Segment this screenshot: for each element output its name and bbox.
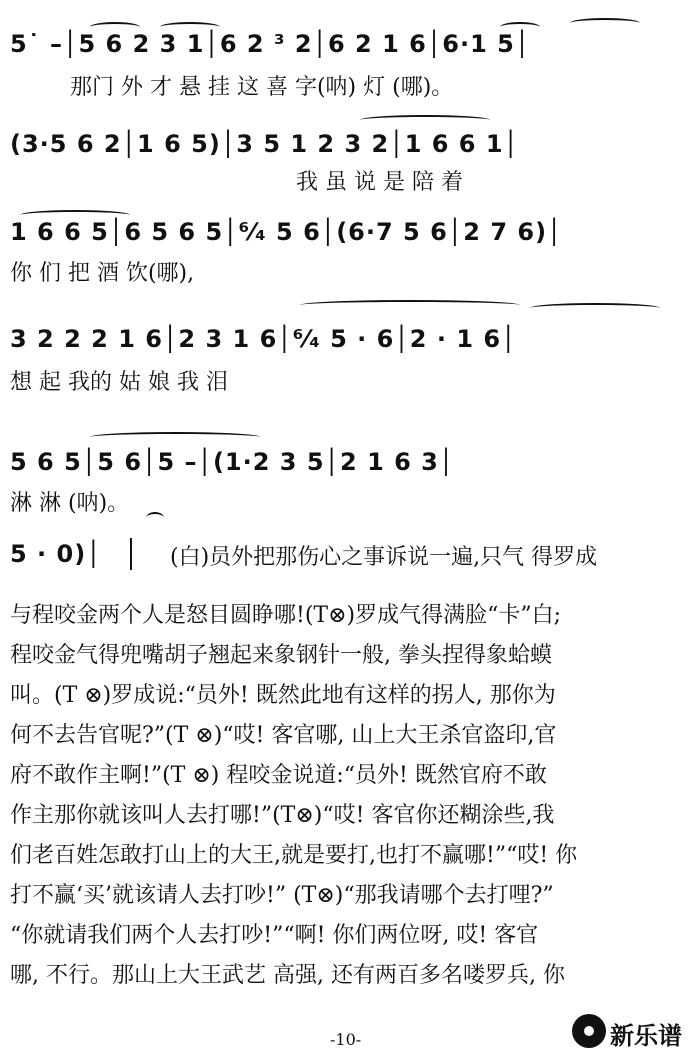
notation-row-4 [10, 325, 692, 359]
slur [160, 22, 220, 32]
slur [300, 300, 520, 310]
barline [130, 538, 132, 570]
prose-line: 哪, 不行。那山上大王武艺 高强, 还有两百多名喽罗兵, 你 [10, 963, 565, 988]
slur [500, 22, 540, 32]
prose-line: 府不敢作主啊!”(T ⊗) 程咬金说道:“员外! 既然官府不敢 [10, 763, 547, 788]
notation-row-6 [10, 540, 160, 574]
notation-text: 5 · 0)│ [10, 540, 102, 568]
slur [90, 22, 140, 32]
lyrics-row-1: 那门 外 才 悬 挂 这 喜 字(呐) 灯 (哪)。 [70, 75, 454, 100]
prose-line: 何不去告官呢?”(T ⊗)“哎! 客官哪, 山上大王杀官盗印,官 [10, 723, 557, 748]
slur [570, 18, 640, 28]
notation-row-1 [10, 30, 692, 64]
slur [90, 432, 260, 442]
record-disc-icon [572, 1014, 606, 1048]
notation-row-2 [10, 130, 692, 164]
page-number: -10- [330, 1030, 362, 1049]
slur [530, 303, 660, 313]
slur [20, 210, 130, 220]
notation-row-3 [10, 218, 692, 252]
slur [360, 115, 490, 125]
notation-text: 3 2 2 2 1 6│2 3 1 6│⁶⁄₄ 5 · 6│2 · 1 6│ [10, 325, 517, 353]
logo-text: 新乐谱 [610, 1022, 682, 1050]
notation-row-5 [10, 448, 692, 482]
prose-line: 与程咬金两个人是怒目圆睁哪!(T⊗)罗成气得满脸“卡”白; [10, 603, 562, 628]
prose-block [10, 596, 692, 996]
prose-line: 作主那你就该叫人去打哪!”(T⊗)“哎! 客官你还糊涂些,我 [10, 803, 555, 828]
lyrics-row-3: 你 们 把 酒 饮(哪), [10, 261, 195, 286]
lyrics-row-5: 淋 淋 (呐)。 [10, 491, 130, 516]
notation-text: 1 6 6 5│6 5 6 5│⁶⁄₄ 5 6│(6·7 5 6│2 7 6)│ [10, 218, 563, 246]
notation-text: 5 6 5│5 6│5 –│(1·2 3 5│2 1 6 3│ [10, 448, 455, 476]
prose-line: 们老百姓怎敢打山上的大王,就是要打,也打不赢哪!”“哎! 你 [10, 843, 578, 868]
prose-line: 叫。(T ⊗)罗成说:“员外! 既然此地有这样的拐人, 那你为 [10, 683, 556, 708]
prose-line: “你就请我们两个人去打吵!”“啊! 你们两位呀, 哎! 客官 [10, 923, 539, 948]
lyrics-row-2: 我 虽 说 是 陪 着 [296, 170, 463, 195]
prose-first-line: (白)员外把那伤心之事诉说一遍,只气 得罗成 [170, 545, 598, 570]
prose-line: 打不赢‘买’就该请人去打吵!” (T⊗)“那我请哪个去打哩?” [10, 883, 554, 908]
lyrics-row-4: 想 起 我的 姑 娘 我 泪 [10, 370, 228, 395]
site-logo [572, 1012, 696, 1052]
prose-line: 程咬金气得兜嘴胡子翘起来象钢针一般, 拳头捏得象蛤蟆 [10, 643, 552, 668]
notation-text: (3·5 6 2│1 6 5)│3 5 1 2 3 2│1 6 6 1│ [10, 130, 520, 158]
notation-text: 5˙ –│5 6 2 3 1│6 2 ³ 2│6 2 1 6│6·1 5│ [10, 30, 531, 58]
fermata-icon [146, 512, 164, 524]
